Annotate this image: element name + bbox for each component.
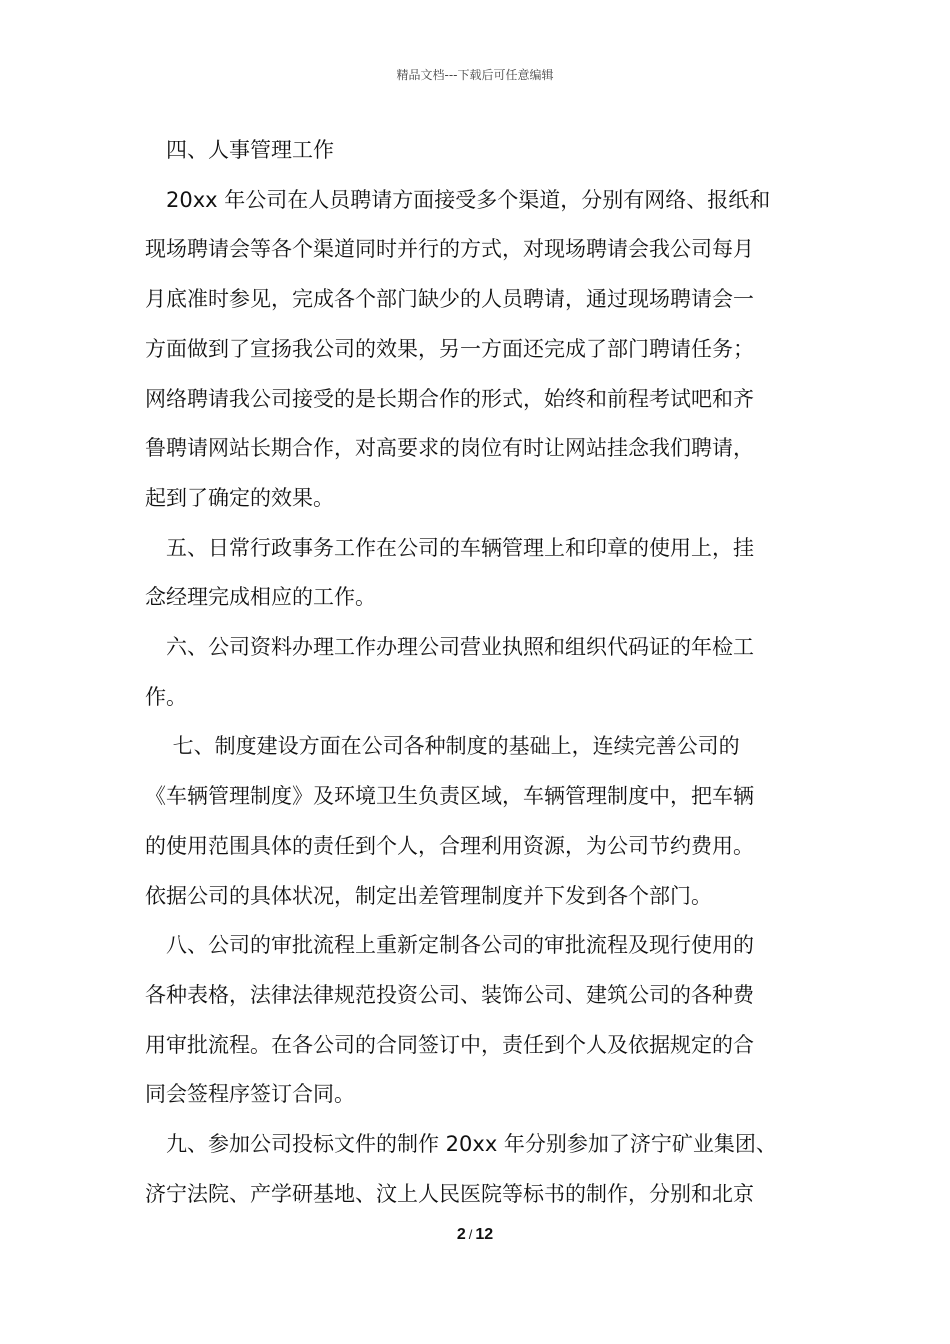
text-line: 七、制度建设方面在公司各种制度的基础上，连续完善公司的 [145, 734, 740, 759]
text-line: 方面做到了宣扬我公司的效果，另一方面还完成了部门聘请任务； [145, 336, 754, 361]
page-number [0, 1226, 950, 1244]
text-line: 各种表格，法律法律规范投资公司、装饰公司、建筑公司的各种费 [145, 982, 754, 1007]
page-header: 精品文档---下载后可任意编辑 [396, 68, 554, 82]
text-line: 用审批流程。在各公司的合同签订中，责任到个人及依据规定的合 [145, 1032, 754, 1057]
text-line: 九、参加公司投标文件的制作 20xx 年分别参加了济宁矿业集团、 [145, 1132, 777, 1157]
text-line: 五、日常行政事务工作在公司的车辆管理上和印章的使用上，挂 [145, 535, 754, 560]
text-line: 念经理完成相应的工作。 [145, 585, 376, 610]
text-line: 依据公司的具体状况，制定出差管理制度并下发到各个部门。 [145, 883, 712, 908]
text-line: 八、公司的审批流程上重新定制各公司的审批流程及现行使用的 [145, 933, 754, 958]
total-pages-number: 12 [475, 1226, 494, 1243]
text-line: 同会签程序签订合同。 [145, 1082, 355, 1107]
text-line: 《车辆管理制度》及环境卫生负责区域，车辆管理制度中，把车辆 [145, 784, 754, 809]
text-line: 四、人事管理工作 [145, 138, 334, 162]
text-line: 网络聘请我公司接受的是长期合作的形式，始终和前程考试吧和齐 [145, 386, 754, 411]
text-line: 20xx 年公司在人员聘请方面接受多个渠道，分别有网络、报纸和 [145, 187, 771, 212]
text-line: 的使用范围具体的责任到个人，合理利用资源，为公司节约费用。 [145, 833, 754, 858]
page-separator: / [468, 1227, 473, 1242]
text-line: 济宁法院、产学研基地、汶上人民医院等标书的制作，分别和北京 [145, 1181, 754, 1206]
current-page-number: 2 [456, 1226, 466, 1243]
text-line: 起到了确定的效果。 [145, 485, 334, 510]
text-line: 鲁聘请网站长期合作，对高要求的岗位有时让网站挂念我们聘请， [145, 436, 754, 461]
text-line: 月底准时参见，完成各个部门缺少的人员聘请，通过现场聘请会一 [145, 287, 754, 312]
text-line: 六、公司资料办理工作办理公司营业执照和组织代码证的年检工 [145, 635, 754, 660]
document-body [145, 126, 810, 1219]
text-line: 作。 [145, 684, 187, 709]
text-line: 现场聘请会等各个渠道同时并行的方式，对现场聘请会我公司每月 [145, 237, 754, 262]
